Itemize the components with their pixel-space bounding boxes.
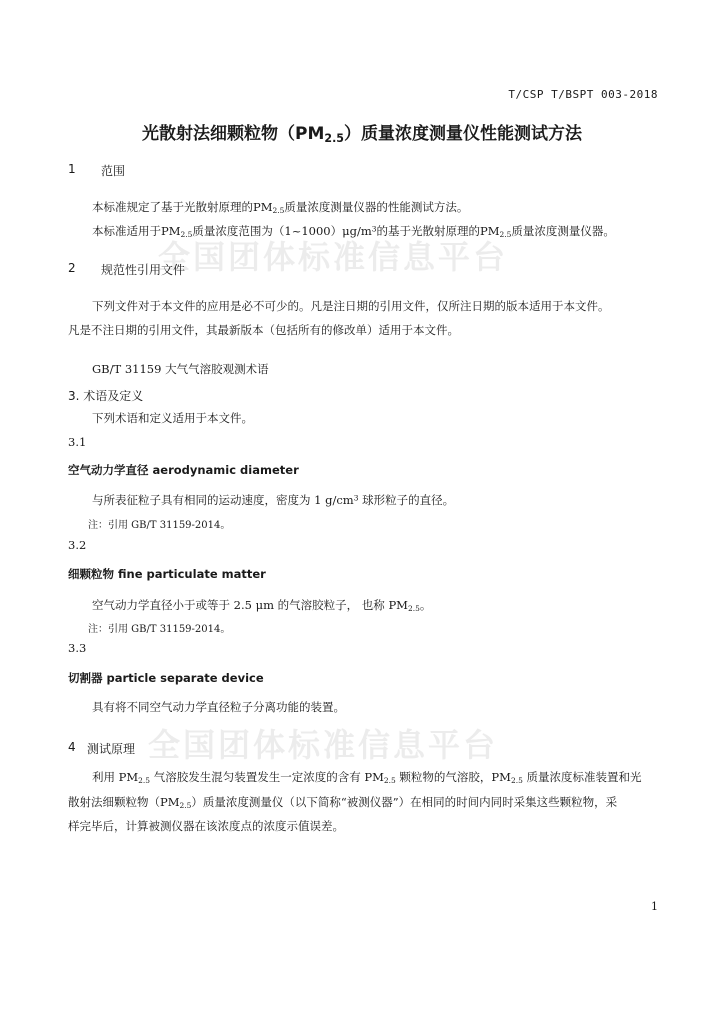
- page-number: 1: [651, 900, 658, 913]
- term-title: 细颗粒物 fine particulate matter: [68, 567, 266, 581]
- paragraph: 利用 $PM_{2.5}$ 气溶胶发生混匀装置发生一定浓度的含有 $PM_{2.5}$ 颗粒物的气溶胶，$PM_{2.5}$ 质量浓度标准装置和光: [92, 770, 642, 785]
- paragraph: 下列文件对于本文件的应用是必不可少的。凡是注日期的引用文件，仅所注日期的版本适用于本文件。: [92, 299, 610, 313]
- term-title: 空气动力学直径 aerodynamic diameter: [68, 463, 299, 477]
- watermark: 全国团体标准信息平台: [158, 238, 509, 276]
- section-3-heading: 3. 术语及定义: [68, 389, 144, 403]
- section-2-heading: 规范性引用文件: [101, 263, 186, 277]
- section-2-number: 2: [68, 261, 76, 275]
- paragraph: 样完毕后，计算被测仪器在该浓度点的浓度示值误差。: [68, 819, 344, 833]
- paragraph: 散射法细颗粒物$(PM_{2.5})$质量浓度测量仪（以下简称“被测仪器”）在相同的时间内同时采集这些颗粒物，采: [68, 795, 618, 810]
- section-1-number: 1: [68, 162, 76, 176]
- paragraph: 凡是不注日期的引用文件，其最新版本（包括所有的修改单）适用于本文件。: [68, 323, 459, 337]
- section-4-number: 4: [68, 740, 76, 754]
- term-number: 3.3: [68, 641, 87, 655]
- term-number: 3.1: [68, 435, 87, 449]
- reference-item: GB/T 31159 大气气溶胶观测术语: [92, 362, 269, 376]
- term-note: 注：引用 GB/T 31159-2014。: [88, 520, 231, 531]
- document-title: 光散射法细颗粒物$(PM_{2.5})$质量浓度测量仪性能测试方法: [142, 124, 582, 145]
- term-title: 切割器 particle separate device: [68, 671, 264, 685]
- standard-number: T/CSP T/BSPT 003-2018: [508, 88, 658, 101]
- term-number: 3.2: [68, 538, 87, 552]
- watermark: 全国团体标准信息平台: [148, 726, 499, 764]
- paragraph: 下列术语和定义适用于本文件。: [92, 411, 253, 425]
- section-4-heading: 测试原理: [87, 742, 136, 756]
- paragraph: 本标准规定了基于光散射原理的$PM_{2.5}$质量浓度测量仪器的性能测试方法。: [92, 200, 469, 215]
- term-definition: 具有将不同空气动力学直径粒子分离功能的装置。: [92, 700, 345, 714]
- term-note: 注：引用 GB/T 31159-2014。: [88, 624, 231, 635]
- section-1-heading: 范围: [101, 164, 126, 178]
- term-definition: 空气动力学直径小于或等于 2.5 μm 的气溶胶粒子， 也称 $PM_{2.5}$。: [92, 598, 432, 613]
- paragraph: 本标准适用于$PM_{2.5}$质量浓度范围为$(1\sim 1000)\mu g/m^3$的基于光散射原理的$PM_{2.5}$质量浓度测量仪器。: [92, 224, 615, 239]
- term-definition: 与所表征粒子具有相同的运动速度，密度为 1 $g/cm^3$ 球形粒子的直径。: [92, 493, 455, 507]
